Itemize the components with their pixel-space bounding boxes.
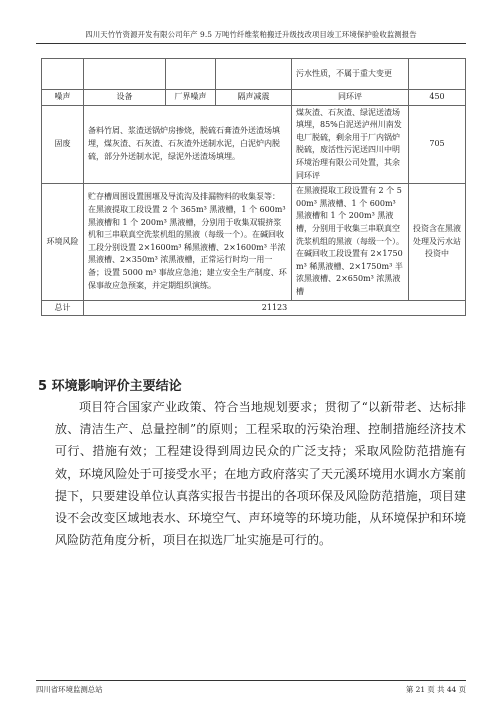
total-value: 21123: [84, 300, 466, 316]
table-cell: 隔声减震: [216, 90, 292, 106]
row-label: 环境风险: [42, 184, 84, 300]
environmental-measures-table: [41, 58, 466, 316]
table-cell: 厂界噪声: [166, 90, 216, 106]
table-cell: 705: [409, 105, 466, 184]
row-label: 噪声: [42, 90, 84, 106]
page-header: 四川天竹竹资源开发有限公司年产 9.5 万吨竹纤维浆粕搬迁升级技改项目竣工环境保护验收监测报告: [85, 30, 417, 39]
table-cell: 同环评: [292, 90, 409, 106]
table-cell: 450: [409, 90, 466, 106]
table-cell: 污水性质，不属于重大变更: [292, 59, 409, 90]
empty-cell: [84, 59, 166, 90]
page-number: 第 21 页 共 44 页: [405, 685, 466, 694]
table-row-environmental-risk: [42, 184, 466, 300]
row-label: 固废: [42, 105, 84, 184]
section-heading: 5 环境影响评价主要结论: [38, 379, 182, 394]
conclusion-paragraph: 项目符合国家产业政策、符合当地规划要求；贯彻了“以新带老、达标排放、清洁生产、总量控制”的原则；工程采取的污染治理、控制措施经济技术可行、措施有效；工程建设得到周边民众的广泛支持；采取风险防范措施有效，环境风险处于可接受水平；在地方政府落实了天元溪环境用水调水方案前提下，只要建设单位认真落实报告书提出的各项环保及风险防范措施，项目建设不会改变区域地表水、环境空气、声环境等的环境功能，从环境保护和环境风险防范角度分析，项目在拟选厂址实施是可行的。: [55, 400, 466, 548]
footer-organization: 四川省环境监测总站: [36, 685, 103, 694]
table-row-noise: [42, 90, 466, 106]
empty-cell: [216, 59, 292, 90]
empty-cell: [166, 59, 216, 90]
header-divider: [36, 43, 466, 44]
table-cell: 贮存槽周围设置围堰及导流沟及排漏物料的收集泵等：在黑液提取工段设置 2 个 365m³ 黑液槽，1 个 600m³ 黑液槽和 1 个 200m³ 黑液槽，分别用于收集双辊挤浆机和三串联真空洗浆机组的黑液（每级一个）。在碱回收工段分别设置 2×1600m³ 稀黑液槽、2×1600m³ 半浓黑液槽、2×350m³ 浓黑液槽，正常运行时均一用一备；设置 5000 m³ 事故应急池；建立安全生产制度、环保事故应急预案，并定期组织演练。: [84, 184, 292, 300]
row-label: 总计: [42, 300, 84, 316]
empty-cell: [42, 59, 84, 90]
table-cell: 煤灰渣、石灰渣、绿泥送渣场填埋，85%白泥送泸州川南发电厂脱硫，剩余用于厂内锅炉脱硫，废活性污泥送四川中明环境治理有限公司处置，其余同环评: [292, 105, 409, 184]
table-row-solid-waste: [42, 105, 466, 184]
empty-cell: [409, 59, 466, 90]
table-cell: 投资含在黑液处理及污水站投资中: [409, 184, 466, 300]
table-row: [42, 59, 466, 90]
footer-divider: [36, 680, 466, 681]
table-row-total: [42, 300, 466, 316]
table-cell: 设备: [84, 90, 166, 106]
table-cell: 备料竹屑、浆渣送锅炉房掺烧，脱硫石膏渣外送渣场填埋，煤灰渣、石灰渣、石灰渣外送制水泥，白泥炉内脱硫，部分外送制水泥，绿泥外送渣场填埋。: [84, 105, 292, 184]
table-cell: 在黑液提取工段设置有 2 个 500m³ 黑液槽、1 个 600m³ 黑液槽和 1 个 200m³ 黑液槽，分别用于收集三串联真空洗浆机组的黑液（每级一个）。在碱回收工段设置有 2×1750m³ 稀黑液槽、2×1750m³ 半浓黑液槽、2×650m³ 浓黑液槽: [292, 184, 409, 300]
